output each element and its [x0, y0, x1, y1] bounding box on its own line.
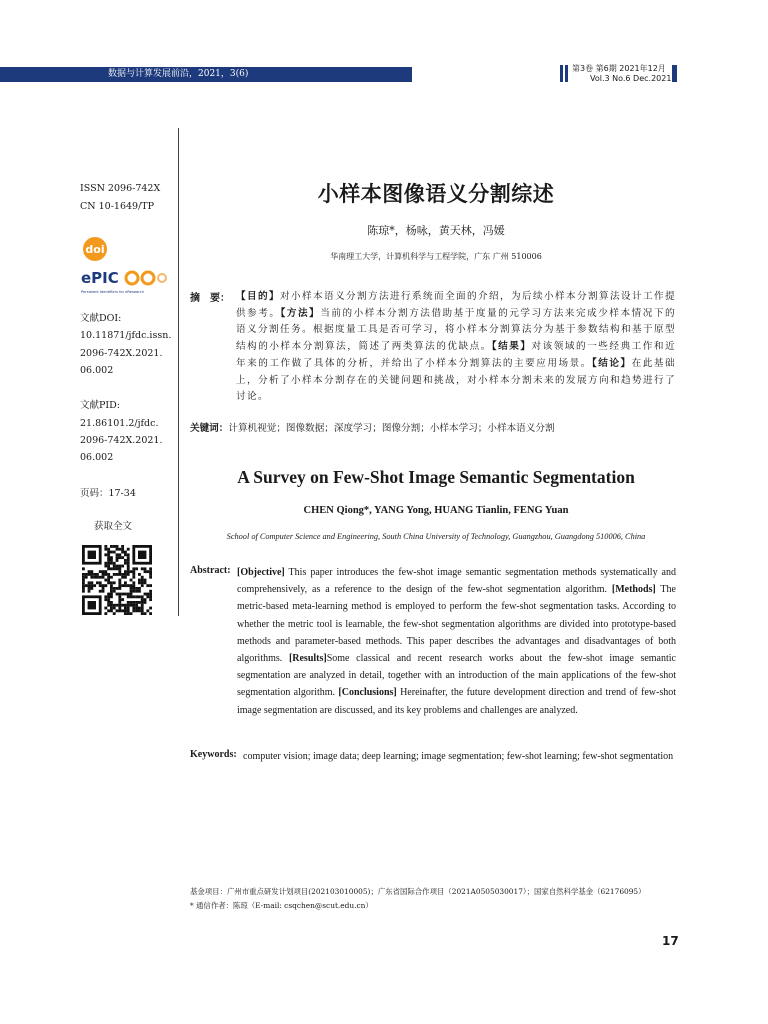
svg-text:ePIC: ePIC	[81, 269, 119, 287]
abstract-en: [Objective] This paper introduces the few-shot image semantic segmentation methods systematically and comprehensively, as a reference to the design of the few-shot segmentation algorithm. [Methods] The metric-based meta-learning method is employed to perform the few-shot segmentation tasks. According to whether the metric tool is learnable, the few-shot segmentation algorithms are divided into prototype-based methods and parameter-based methods. This paper describes the advantages and disadvantages of both algorithms. [Results]Some classical and recent research works about the few-shot image semantic segmentation are analyzed in detail, together with an introduction of the main applications of the few-shot segmentation algorithm. [Conclusions] Hereinafter, the future development direction and trend of few-shot image segmentation are discussed, and its key problems and challenges are analyzed.	[237, 567, 677, 716]
paper-title-cn: 小样本图像语义分割综述	[317, 181, 555, 206]
abstract-label-en: Abstract:	[190, 565, 231, 576]
abstract-label-cn: 摘 要：	[190, 293, 230, 304]
issue-en: Vol.3 No.6 Dec.2021	[590, 74, 672, 83]
authors-en: CHEN Qiong*, YANG Yong, HUANG Tianlin, FENG Yuan	[303, 505, 569, 516]
keywords-list-en: computer vision; image data; deep learning; image segmentation; few-shot learning; few-shot segmentation	[243, 751, 674, 762]
doi-line: 10.11871/jfdc.issn.	[80, 330, 172, 341]
sidebar-divider	[178, 128, 179, 616]
authors-cn: 陈琼*，杨咏，黄天林，冯媛	[367, 224, 505, 237]
svg-text:Persistent Identifiers for eRe: Persistent Identifiers for eResearch	[81, 290, 144, 294]
abstract-cn: 【目的】对小样本语义分割方法进行系统而全面的介绍，为后续小样本分割算法设计工作提供参考。【方法】当前的小样本分割方法借助基于度量的元学习方法来完成少样本情况下的语义分割任务。根据度量工具是否可学习，将小样本分割算法分为基于参数结构和基于原型结构的小样本分割算法，简述了两类算法的优缺点。【结果】对该领域的一些经典工作和近年来的工作做了具体的分析，并给出了小样本分割算法的主要应用场景。【结论】在此基础上，分析了小样本分割存在的关键问题和挑战，对小样本分割未来的发展方向和趋势进行了讨论。	[236, 291, 676, 403]
cn-number: CN 10-1649/TP	[80, 201, 155, 212]
keywords-cn	[190, 420, 555, 434]
doi-line: 2096-742X.2021.	[80, 348, 163, 359]
corresponding-author-footnote: * 通信作者：陈琼（E-mail: csqchen@scut.edu.cn）	[190, 901, 373, 910]
page-number: 17	[662, 934, 679, 948]
issue-cn: 第3卷 第6期 2021年12月	[572, 64, 666, 73]
get-fulltext-label: 获取全文	[94, 521, 133, 532]
paper-title-en: A Survey on Few-Shot Image Semantic Segmentation	[237, 467, 635, 487]
funding-footnote: 基金项目：广州市重点研发计划项目(202103010005)；广东省国际合作项目（2021A0505030017）；国家自然科学基金（62176095）	[190, 887, 646, 896]
doi-label: 文献DOI:	[80, 313, 122, 324]
affiliation-en: School of Computer Science and Engineering, South China University of Technology, Guangzhou, Guangdong 510006, China	[226, 532, 646, 541]
affiliation-cn: 华南理工大学，计算机科学与工程学院，广东 广州 510006	[330, 252, 542, 261]
pid-line: 2096-742X.2021.	[80, 435, 163, 446]
qr-code-icon[interactable]	[82, 545, 152, 615]
header-decoration	[560, 65, 569, 82]
pid-line: 06.002	[80, 452, 114, 463]
keywords-label-en: Keywords:	[190, 749, 237, 760]
journal-citation: 数据与计算发展前沿，2021，3(6)	[108, 69, 249, 79]
pid-line: 21.86101.2/jfdc.	[80, 418, 159, 429]
svg-text:doi: doi	[85, 243, 105, 256]
doi-line: 06.002	[80, 365, 114, 376]
page-range: 页码：17-34	[80, 488, 136, 499]
keywords-list-cn: 计算机视觉；图像数据；深度学习；图像分割；小样本学习；小样本语义分割	[228, 423, 555, 434]
pid-label: 文献PID:	[80, 400, 120, 411]
header-end-bar	[672, 65, 677, 82]
issn: ISSN 2096-742X	[80, 183, 161, 194]
keywords-label-cn: 关键词：	[190, 423, 229, 434]
doi-epic-logo	[80, 236, 180, 296]
